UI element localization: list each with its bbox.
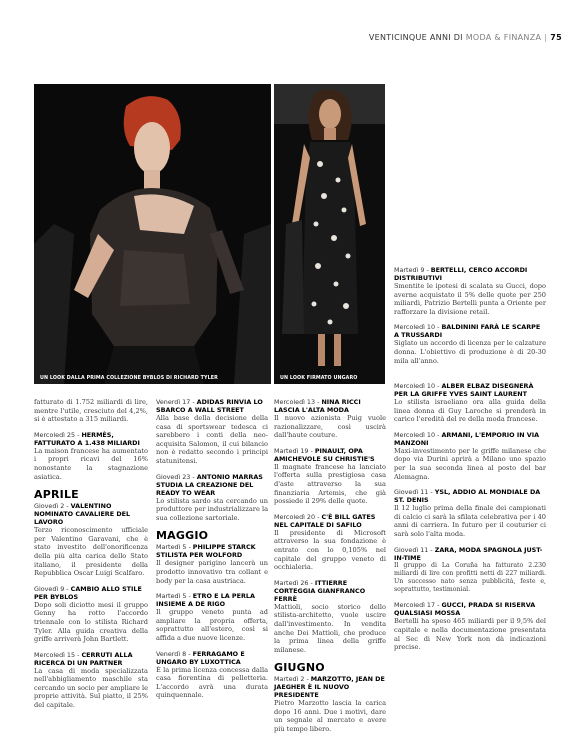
photo-byblos-image xyxy=(34,84,271,384)
entry-text: La maison francese ha aumentato i propri ricavi del 16% nonostante la stagnazione asiatica. xyxy=(34,446,148,481)
lead-text: fatturato di 1.752 miliardi di lire, mentre l'utile, cresciuto del 4,2%, si è attestato a 315 miliardi. xyxy=(34,398,148,424)
entry-text: Lo stilista sardo sta cercando un produttore per industrializzare la sua collezione sartoriale. xyxy=(156,496,268,522)
news-entry xyxy=(156,650,268,700)
news-entry xyxy=(274,675,386,733)
news-entry xyxy=(34,431,148,481)
entry-heading: Giovedì 11 - YSL, ADDIO AL MONDIALE DA ST. DENIS xyxy=(394,488,541,505)
entry-text: Dopo soli diciotto mesi il gruppo Genny ha rotto l'accordo triennale con lo stilista Richard Tyler. Alla guida creativa della griffe arriverà John Bartlett. xyxy=(34,600,148,644)
entry-text: Il gruppo di La Coruña ha fatturato 2.230 miliardi di lire con profitti netti di 227 miliardi. Un successo nato senza pubblicità, feste e, soprattutto, testimonial. xyxy=(394,561,546,594)
news-entry xyxy=(34,585,148,644)
column-1 xyxy=(34,398,148,717)
entry-heading: Martedì 9 - BERTELLI, CERCO ACCORDI DISTRIBUTIVI xyxy=(394,266,528,282)
news-entry xyxy=(394,382,546,424)
entry-heading: Giovedì 11 - ZARA, MODA SPAGNOLA JUST-IN-TIME xyxy=(394,545,543,562)
news-entry xyxy=(274,579,386,655)
entry-text: Maxi-investimento per le griffe milanese che dopo via Durini aprirà a Milano uno spazio per la sua seconda linea al posto del bar Alemagna. xyxy=(394,446,546,481)
news-entry xyxy=(394,488,546,538)
header-title: VENTICINQUE ANNI DI xyxy=(368,33,466,42)
entry-heading: Mercoledì 15 - CERRUTI ALLA RICERCA DI UN PARTNER xyxy=(34,650,133,667)
entry-heading: Martedì 5 - ETRO E LA PERLA INSIEME A DE RIGO xyxy=(156,592,255,609)
entry-heading: Mercoledì 10 - ARMANI, L'EMPORIO IN VIA MANZONI xyxy=(394,430,540,447)
entry-text: Alla base della decisione della casa di sportswear tedesca ci sarebbero i conti della neo-acquisita Salomon, il cui bilancio non è redatto secondo i principi statunitensi. xyxy=(156,414,268,465)
news-entry xyxy=(156,473,268,523)
header-highlight: MODA & FINANZA xyxy=(465,33,542,42)
entry-heading: Mercoledì 10 - ALBER ELBAZ DISEGNERÀ PER LA GRIFFE YVES SAINT LAURENT xyxy=(394,382,534,398)
month-heading-maggio: MAGGIO xyxy=(156,529,209,543)
entry-text: La casa di moda specializzata nell'abbigliamento maschile sta cercando un socio per ampliare le proprie attività. Sul piatto, il 25% del capitale. xyxy=(34,666,148,710)
entry-text: Il gruppo veneto punta ad ampliare la propria offerta, soprattutto all'estero, così si affida a due nuove licenze. xyxy=(156,608,268,642)
lead-text-block xyxy=(34,398,148,424)
month-heading-giugno: GIUGNO xyxy=(274,661,325,675)
column-right-top xyxy=(394,266,546,372)
entry-text: È la prima licenza concessa dalla casa fiorentina di pelletteria. L'accordo avrà una durata quinquennale. xyxy=(156,665,268,700)
photo-byblos-look xyxy=(34,84,271,384)
photo-ungaro-look xyxy=(274,84,385,384)
entry-heading: Martedì 26 - ITTIERRE CORTEGGIA GIANFRANCO FERRÈ xyxy=(274,578,366,603)
entry-text: Smentite le ipotesi di scalata su Gucci, dopo averne acquistato il 5% delle quote per 250 miliardi, Patrizio Bertelli punta a Oriente per rafforzare la divisione retail. xyxy=(394,282,546,316)
entry-heading: Martedì 5 - PHILIPPE STARCK STILISTA PER WOLFORD xyxy=(156,543,256,560)
photo-caption-byblos: UN LOOK DALLA PRIMA COLLEZIONE BYBLOS DI RICHARD TYLER xyxy=(40,376,218,381)
news-entry xyxy=(394,601,546,651)
page-header xyxy=(369,33,562,42)
month-heading-aprile: APRILE xyxy=(34,488,79,502)
news-entry xyxy=(394,546,546,595)
entry-text: Il 12 luglio prima della finale dei campionati di calcio ci sarà la sfilata celebrativa per i 40 anni di carriera. In futuro per il couturier ci sarà solo l'alta moda. xyxy=(394,504,546,538)
news-entry xyxy=(274,513,386,572)
news-entry xyxy=(274,447,386,506)
news-entry xyxy=(156,592,268,642)
header-separator: | xyxy=(544,33,548,42)
news-entry xyxy=(34,651,148,710)
entry-heading: Mercoledì 10 - BALDININI FARÀ LE SCARPE A TRUSSARDI xyxy=(394,323,541,340)
photo-caption-ungaro: UN LOOK FIRMATO UNGARO xyxy=(280,376,358,381)
entry-text: Lo stilista israeliano ora alla guida della linea donna di Guy Laroche si prenderà in carico l'eredità del re della moda francese. xyxy=(394,398,546,424)
entry-text: Terzo riconoscimento ufficiale per Valentino Garavani, che è stato investito dell'onorificenza della più alta carica dello Stato italiano, il presidente della Repubblica Oscar Luigi Scalfaro. xyxy=(34,526,148,578)
entry-text: Il nuovo azionista Puig vuole razionalizzare, così uscirà dall'haute couture. xyxy=(274,414,386,440)
entry-text: Il presidente di Microsoft attraverso la sua fondazione è entrato con lo 0,105% nel capitale del gruppo veneto di occhialeria. xyxy=(274,528,386,572)
entry-heading: Mercoledì 17 - GUCCI, PRADA SI RISERVA QUALSIASI MOSSA xyxy=(394,601,536,618)
entry-text: Il magnate francese ha lanciato l'offerta sulla prestigiosa casa d'aste attraverso la sua finanziaria Artemis, che già possiede il 29% delle quote. xyxy=(274,462,386,506)
page-number: 75 xyxy=(550,33,562,42)
news-entry xyxy=(394,266,546,316)
news-entry xyxy=(274,398,386,440)
entry-heading: Martedì 19 - PINAULT, OPA AMICHEVOLE SU CHRISTIE'S xyxy=(274,446,375,463)
entry-heading: Giovedì 23 - ANTONIO MARRAS STUDIA LA CREAZIONE DEL READY TO WEAR xyxy=(156,472,263,497)
news-entry xyxy=(394,323,546,365)
entry-text: Siglato un accordo di licenza per le calzature donna. L'obiettivo di produzione è di 20-30 mila all'anno. xyxy=(394,339,546,365)
news-entry xyxy=(394,431,546,481)
entry-heading: Martedì 2 - MARZOTTO, JEAN DE JAEGHER È IL NUOVO PRESIDENTE xyxy=(274,675,385,700)
column-3 xyxy=(274,398,386,741)
entry-text: Pietro Marzotto lascia la carica dopo 16 anni. Due i motivi, dare un segnale al mercato e avere più tempo libero. xyxy=(274,699,386,734)
news-entry xyxy=(34,502,148,578)
entry-heading: Venerdì 17 - ADIDAS RINVIA LO SBARCO A WALL STREET xyxy=(156,398,263,414)
entry-heading: Mercoledì 20 - C'È BILL GATES NEL CAPITALE DI SAFILO xyxy=(274,512,376,529)
column-4 xyxy=(394,382,546,659)
column-2 xyxy=(156,398,268,707)
entry-heading: Mercoledì 13 - NINA RICCI LASCIA L'ALTA MODA xyxy=(274,398,361,414)
entry-heading: Giovedì 2 - VALENTINO NOMINATO CAVALIERE DEL LAVORO xyxy=(34,502,131,527)
entry-heading: Mercoledì 25 - HERMÈS, FATTURATO A 1.438 MILIARDI xyxy=(34,430,140,447)
entry-text: Il designer parigino lancerà un prodotto innovativo tra collant e body per la casa austriaca. xyxy=(156,559,268,585)
entry-heading: Venerdì 8 - FERRAGAMO E UNGARO BY LUXOTTICA xyxy=(156,649,245,666)
entry-text: Bertelli ha speso 465 miliardi per il 9,5% del capitale e nella documentazione presentata al Sec di New York non dà indicazioni precise. xyxy=(394,617,546,652)
news-entry xyxy=(156,543,268,585)
news-entry xyxy=(156,398,268,466)
photo-ungaro-image xyxy=(274,84,385,384)
entry-heading: Giovedì 9 - CAMBIO ALLO STILE PER BYBLOS xyxy=(34,584,142,601)
entry-text: Mattioli, socio storico dello stilista-architetto, vuole uscire dall'investimento. In vendita anche Dei Mattioli, che produce la prima linea della griffe milanese. xyxy=(274,602,386,654)
